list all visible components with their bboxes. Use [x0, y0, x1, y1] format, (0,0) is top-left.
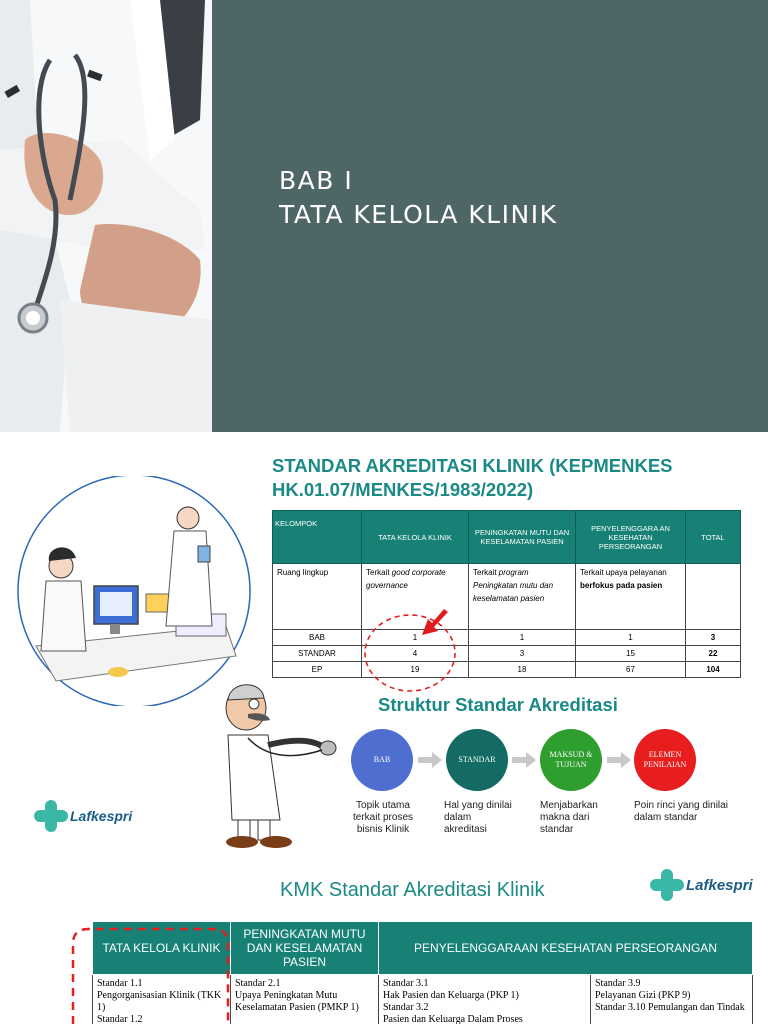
table-header: PENYELENGGARA AN KESEHATAN PERSEORANGAN [576, 511, 686, 564]
lafkespri-logo [650, 869, 753, 901]
flow-step-label: STANDAR [458, 755, 496, 764]
cell-line: Upaya Peningkatan Mutu Keselamatan Pasien (PMKP 1) [235, 990, 359, 1013]
table-row [273, 662, 741, 678]
clinic-illustration [16, 476, 252, 706]
logo-text: Lafkespri [70, 808, 133, 824]
scope-bold: berfokus pada pasien [580, 581, 663, 590]
cross-logo-icon [650, 869, 684, 901]
accreditation-standard-slide [0, 432, 768, 864]
logo-text: Lafkespri [686, 876, 753, 894]
cross-logo-icon [34, 800, 68, 832]
total-cell: 3 [686, 630, 741, 646]
cell-line: Standar 3.10 Pemulangan dan Tindak [595, 1002, 745, 1013]
cell-line: Standar 3.9 [595, 978, 641, 989]
row-label: STANDAR [273, 646, 362, 662]
flow-step-label: ELEMEN PENILAIAN [643, 750, 687, 769]
total-cell: 104 [686, 662, 741, 678]
table-cell [231, 975, 379, 1024]
table-header: PENYELENGGARAAN KESEHATAN PERSEORANGAN [379, 922, 753, 975]
accreditation-summary-table [272, 510, 741, 678]
table-cell: 1 [576, 630, 686, 646]
flow-arrow-icon [418, 752, 442, 768]
row-label: Ruang lingkup [273, 564, 362, 630]
scope-cell [576, 564, 686, 630]
cell-line: Pasien dan Keluarga Dalam Proses [383, 1014, 523, 1024]
doctor-photo-illustration [0, 0, 212, 432]
row-label: EP [273, 662, 362, 678]
lafkespri-logo [34, 800, 132, 832]
table-row [273, 646, 741, 662]
total-cell: 22 [686, 646, 741, 662]
table-cell: 18 [469, 662, 576, 678]
cell-line: Standar 1.1 [97, 978, 143, 989]
cartoon-doctor-illustration [218, 680, 340, 850]
flow-desc-bab: Topik utama terkait proses bisnis Klinik [352, 800, 414, 835]
cell-line: Hak Pasien dan Keluarga (PKP 1) [383, 990, 519, 1001]
flow-desc-maksud: Menjabarkan makna dari standar [540, 800, 598, 835]
structure-subtitle: Struktur Standar Akreditasi [378, 694, 618, 715]
scope-text: Terkait upaya pelayanan [580, 568, 667, 577]
scope-text: Terkait [366, 568, 392, 577]
scope-italic: program Peningkatan mutu dan keselamatan pasien [473, 568, 554, 603]
scope-cell [686, 564, 741, 630]
table-header: KELOMPOK [273, 511, 362, 564]
chapter-title: TATA KELOLA KLINIK [279, 200, 558, 229]
title-panel [212, 0, 768, 432]
scope-cell [469, 564, 576, 630]
table-row [273, 564, 741, 630]
flow-step-standar [446, 729, 508, 791]
table-row [273, 630, 741, 646]
red-pointer-arrow-icon [422, 609, 448, 635]
cell-line: Pelayanan Gizi (PKP 9) [595, 990, 691, 1001]
flow-step-bab [351, 729, 413, 791]
flow-step-elemen-penilaian [634, 729, 696, 791]
table-cell: 15 [576, 646, 686, 662]
table-cell: 1 [362, 630, 469, 646]
slide-title: STANDAR AKREDITASI KLINIK (KEPMENKES HK.01.07/MENKES/1983/2022) [272, 455, 673, 500]
table-cell: 19 [362, 662, 469, 678]
row-label: BAB [273, 630, 362, 646]
table-header: TATA KELOLA KLINIK [93, 922, 231, 975]
flow-desc-elemen: Poin rinci yang dinilai dalam standar [634, 800, 728, 823]
cell-line: Pengorganisasian Klinik (TKK 1) [97, 990, 222, 1013]
cell-line: Standar 1.2 [97, 1014, 143, 1024]
table-cell: 3 [469, 646, 576, 662]
table-header-row [273, 511, 741, 564]
table-cell: 1 [469, 630, 576, 646]
flow-step-label: BAB [373, 755, 391, 764]
title-slide [0, 0, 768, 432]
highlight-dashed-ellipse [362, 609, 458, 693]
table-cell: 4 [362, 646, 469, 662]
doctor-stethoscope-photo [0, 0, 212, 432]
scope-italic: good corporate governance [366, 568, 446, 590]
table-cell: 67 [576, 662, 686, 678]
table-header: TATA KELOLA KLINIK [362, 511, 469, 564]
flow-desc-standar: Hal yang dinilai dalam akreditasi [444, 800, 512, 835]
table-header: TOTAL [686, 511, 741, 564]
flow-arrow-icon [512, 752, 536, 768]
scope-text: Terkait [473, 568, 499, 577]
flow-arrow-icon [607, 752, 631, 768]
table-header: PENINGKATAN MUTU DAN KESELAMATAN PASIEN [231, 922, 379, 975]
cell-line: Standar 3.1 [383, 978, 429, 989]
flow-step-label: MAKSUD & TUJUAN [549, 750, 593, 769]
table-cell [591, 975, 753, 1024]
highlight-dashed-box [70, 926, 232, 1024]
cell-line: Standar 3.2 [383, 1002, 429, 1013]
chapter-number: BAB I [279, 166, 354, 195]
table-header: PENINGKATAN MUTU DAN KESELAMATAN PASIEN [469, 511, 576, 564]
table-cell [379, 975, 591, 1024]
cell-line: Standar 2.1 [235, 978, 281, 989]
slide-title: KMK Standar Akreditasi Klinik [280, 879, 545, 901]
flow-step-maksud-tujuan [540, 729, 602, 791]
